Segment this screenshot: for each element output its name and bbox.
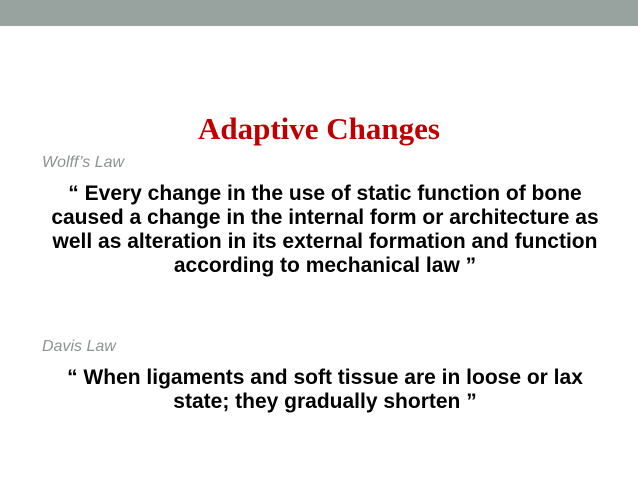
law-quote-wolff: “ Every change in the use of static function of bone caused a change in the internal form or architecture as well as alteration in its external formation and function according to mechanical law ” — [51, 182, 599, 277]
slide-title: Adaptive Changes — [197, 111, 440, 146]
law-name-davis: Davis Law — [42, 338, 116, 355]
top-bar — [0, 0, 638, 26]
law-name-wolff: Wolff’s Law — [42, 154, 125, 171]
law-quote-davis: “ When ligaments and soft tissue are in loose or lax state; they gradually shorten ” — [67, 366, 583, 413]
